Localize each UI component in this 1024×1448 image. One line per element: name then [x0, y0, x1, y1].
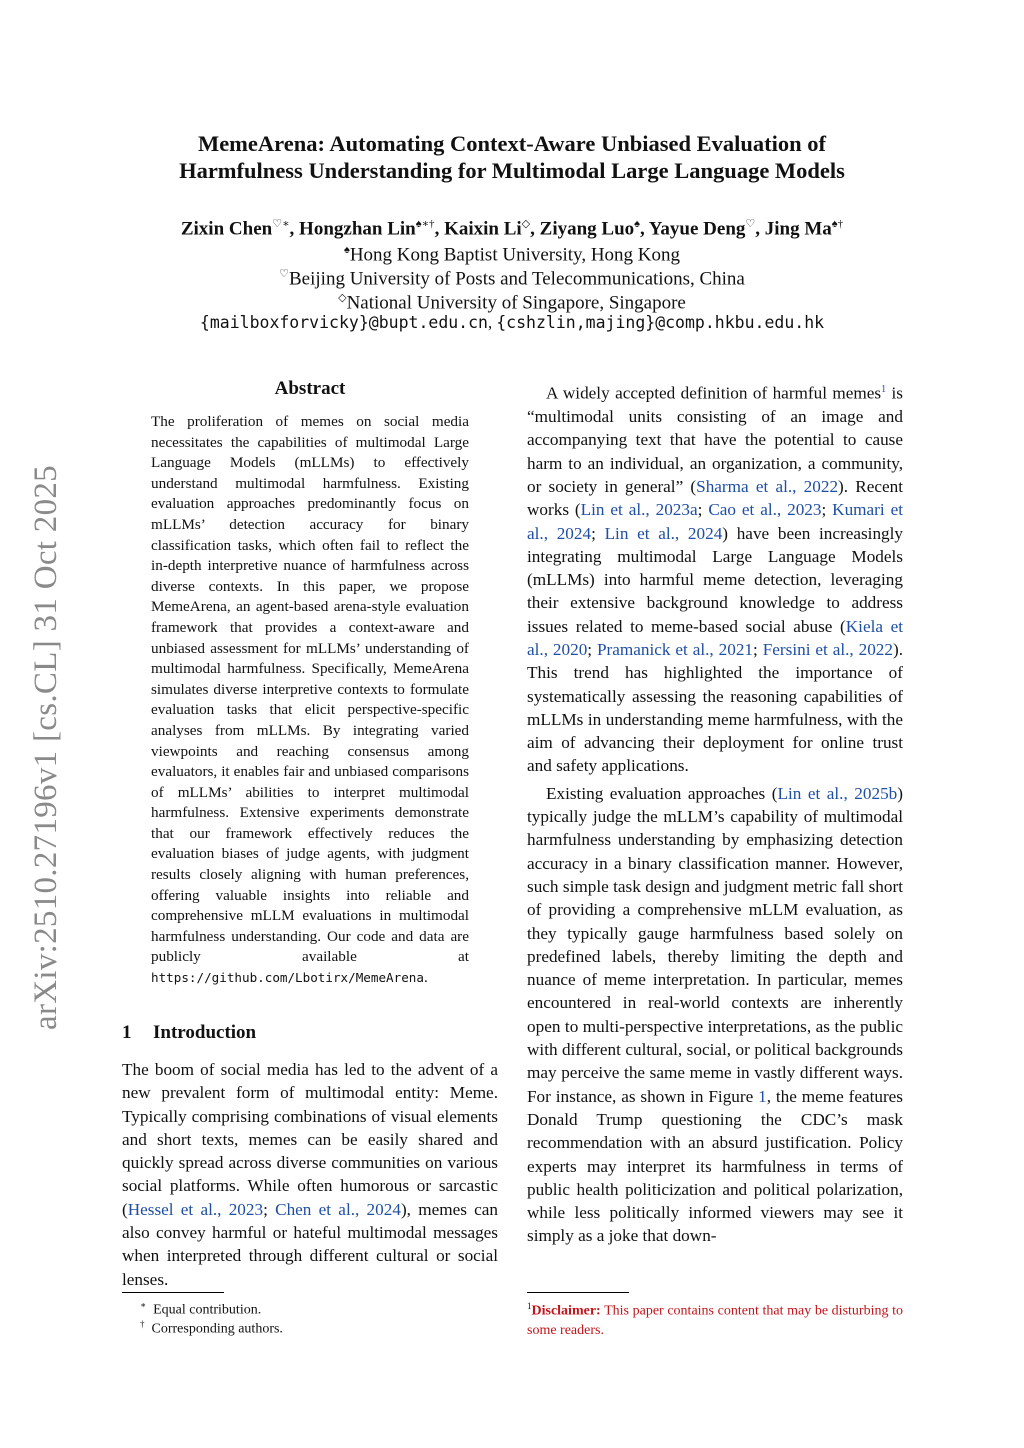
intro-paragraph: [122, 1058, 498, 1291]
body-text: , the meme features Donald Trump questioning the CDC’s mask recommendation with an absurd justification. Policy experts may interpret its harmfulness in terms of public health politicization and political polarization, while less politically informed viewers may see it simply as a joke that down-: [527, 1086, 903, 1246]
abstract-text: The proliferation of memes on social media necessitates the capabilities of multimodal Large Language Models (mLLMs) to effectively understand multimodal harmfulness. Existing evaluation approaches predominantly focus on mLLMs’ detection accuracy for binary classification tasks, which often fail to reflect the in-depth interpretive nuance of harmfulness across diverse contexts. In this paper, we propose MemeArena, an agent-based arena-style evaluation framework that provides a context-aware and unbiased assessment for mLLMs’ understanding of multimodal harmfulness. Specifically, MemeArena simulates diverse interpretive contexts to formulate evaluation tasks that elicit perspective-specific analyses from mLLMs. By integrating varied viewpoints and reaching consensus among evaluators, it enables fair and unbiased comparisons of mLLMs’ abilities to interpret multimodal harmfulness. Extensive experiments demonstrate that our framework effectively reduces the evaluation biases of judge agents, with judgment results closely aligning with human preferences, offering valuable insights into reliable and comprehensive mLLM evaluations in multimodal harmfulness understanding. Our code and data are publicly available at: [151, 413, 469, 966]
footnote-rule: [527, 1292, 629, 1293]
body-text: ). This trend has highlighted the importance of systematically assessing the reasoning capabilities of mLLMs in understanding meme harmfulness, with the aim of advancing their deployment for online trust and safety applications.: [527, 640, 904, 776]
body-text: A widely accepted definition of harmful memes: [546, 383, 882, 403]
body-text: ) typically judge the mLLM’s capability of multimodal harmfulness understanding by emphasizing detection accuracy in a binary classification manner. However, such simple task design and judgment metric fall short of providing a comprehensive mLLM evaluation, as they typically gauge harmfulness based solely on predefined labels, thereby limiting the depth and nuance of meme interpretation. In particular, memes encountered in real-world contexts are inherently open to multi-perspective interpretations, as the public with different cultural, social, or political backgrounds may perceive the same meme in vastly different ways. For instance, as shown in Figure: [527, 783, 903, 1106]
author-mark: ♠∗†: [415, 218, 435, 230]
author-name: Zixin Chen: [180, 218, 273, 240]
paper-title: [0, 130, 1024, 184]
figure-ref-link[interactable]: 1: [758, 1086, 767, 1106]
author-list: Zixin Chen♡∗, Hongzhan Lin♠∗†, Kaixin Li◇, Ziyang Luo♠, Yayue Deng♡, Jing Ma♠†: [180, 218, 844, 240]
affiliation-text: Beijing University of Posts and Telecommunications, China: [289, 268, 745, 290]
affiliation-line: [0, 286, 1024, 315]
footnote-corresponding: [140, 1315, 283, 1339]
author-name: Kaixin Li: [444, 218, 522, 240]
citation-link[interactable]: Lin et al., 2025b: [777, 783, 898, 803]
affiliation-text: National University of Singapore, Singapore: [346, 292, 686, 314]
footnote-mark: †: [140, 1319, 145, 1329]
affiliation-text: Hong Kong Baptist University, Hong Kong: [349, 244, 681, 266]
footnote-mark: 1: [527, 1301, 532, 1311]
author-emails: [0, 312, 1024, 334]
body-text: ). Recent works (: [527, 476, 903, 520]
citation-link[interactable]: Lin et al., 2024: [604, 523, 723, 543]
author-mark: ◇: [521, 218, 531, 230]
body-text: ), memes can also convey harmful or hateful multimodal messages when interpreted through different cultural or social lenses.: [122, 1199, 498, 1289]
email-bupt[interactable]: {mailboxforvicky}@bupt.edu.cn: [199, 313, 488, 332]
body-text: ;: [821, 500, 833, 520]
title-line-1: MemeArena: Automating Context-Aware Unbiased Evaluation of: [197, 131, 827, 156]
section-number: 1: [122, 1022, 132, 1043]
affiliation-mark: ♡: [279, 268, 289, 280]
intro-right-column: [527, 378, 903, 1248]
intro-paragraph: [527, 782, 903, 1248]
title-line-2: Harmfulness Understanding for Multimodal Large Language Models: [179, 158, 845, 183]
citation-link[interactable]: Hessel et al., 2023: [127, 1199, 264, 1219]
author-mark: ♡∗: [272, 218, 290, 230]
section-heading-introduction: [122, 1022, 256, 1044]
disclaimer-text: This paper contains content that may be disturbing to some readers.: [527, 1303, 903, 1338]
body-text: The boom of social media has led to the advent of a new prevalent form of multimodal entity: Meme. Typically comprising combinations of visual elements and short texts, memes can be easily shared and quickly spread across diverse communities on various social platforms. While often humorous or sarcastic (: [122, 1060, 498, 1219]
footnote-mark: ∗: [140, 1300, 147, 1310]
citation-link[interactable]: Fersini et al., 2022: [762, 640, 893, 659]
footnote-ref[interactable]: 1: [881, 384, 887, 395]
email-separator: ,: [488, 313, 497, 332]
citation-link[interactable]: Lin et al., 2023a: [580, 500, 698, 520]
body-text: ;: [753, 640, 763, 659]
intro-paragraph: [527, 378, 903, 778]
body-text: ) have been increasingly integrating multimodal Large Language Models (mLLMs) into harmful meme detection, leveraging their extensive background knowledge to address issues related to meme-based social abuse (: [527, 523, 903, 636]
author-mark: ♡: [745, 218, 756, 230]
author-name: Ziyang Luo: [539, 218, 635, 240]
citation-link[interactable]: Cao et al., 2023: [708, 500, 822, 520]
citation-link[interactable]: Pramanick et al., 2021: [597, 640, 754, 659]
intro-left-column: [122, 1058, 498, 1291]
email-hkbu[interactable]: {cshzlin,majing}@comp.hkbu.edu.hk: [496, 313, 825, 332]
footnote-text: Equal contribution.: [153, 1302, 262, 1318]
body-text: is “multimodal units consisting of an image and accompanying text that have the potential to cause harm to an individual, an organization, a community, or society in general” (: [527, 383, 903, 496]
abstract-body: [151, 412, 469, 989]
affiliation-mark: ◇: [338, 292, 347, 304]
body-text: Existing evaluation approaches (: [546, 783, 778, 803]
section-title: Introduction: [153, 1022, 257, 1043]
footnote-text: Corresponding authors.: [151, 1321, 283, 1337]
affiliation-mark: ♠: [343, 244, 350, 256]
disclaimer-label: Disclaimer:: [531, 1303, 601, 1319]
body-text: ;: [697, 500, 709, 520]
arxiv-stamp: arXiv:2510.27196v1 [cs.CL] 31 Oct 2025: [28, 465, 64, 1030]
abstract-end: .: [423, 969, 428, 987]
citation-link[interactable]: Kiela et al., 2020: [527, 616, 903, 659]
abstract-heading: Abstract: [274, 378, 346, 399]
body-text: ;: [591, 523, 605, 543]
code-repo-link[interactable]: https://github.com/Lbotirx/MemeArena: [151, 970, 424, 986]
author-mark: ♠: [634, 218, 640, 230]
author-name: Hongzhan Lin: [299, 218, 416, 240]
footnote-rule: [122, 1292, 224, 1293]
author-name: Yayue Deng: [648, 218, 746, 240]
body-text: ;: [587, 640, 597, 659]
author-name: Jing Ma: [764, 218, 832, 240]
author-mark: ♠†: [831, 218, 844, 230]
citation-link[interactable]: Chen et al., 2024: [275, 1199, 401, 1219]
citation-link[interactable]: Kumari et al., 2024: [527, 500, 903, 543]
body-text: ;: [263, 1199, 276, 1219]
footnote-disclaimer: [527, 1297, 903, 1340]
citation-link[interactable]: Sharma et al., 2022: [696, 476, 839, 496]
